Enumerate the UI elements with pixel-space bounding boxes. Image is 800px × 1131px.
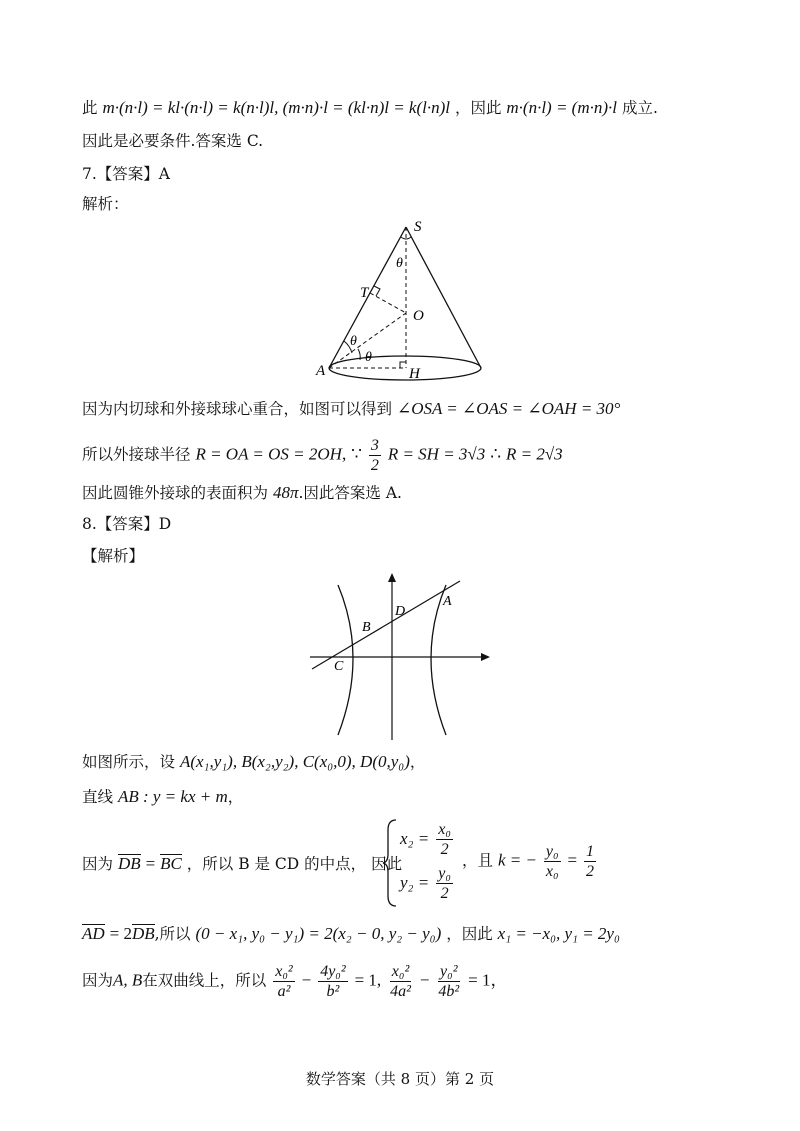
right-angle-H — [400, 362, 406, 368]
vector-formula-1: m·(n·l) = kl·(n·l) = k(n·l)l, (m·n)·l = (kl·n)l = k(l·n)l — [102, 98, 450, 117]
q7-line-3: 因此圆锥外接球的表面积为 48π.因此答案选 A. — [82, 483, 402, 502]
angle-equality: ∠OSA = ∠OAS = ∠OAH = 30° — [396, 399, 621, 418]
segment-TO — [370, 293, 406, 313]
hyperbola-figure — [300, 565, 500, 745]
label-theta-a1: θ — [350, 334, 357, 349]
label-A: A — [443, 594, 452, 609]
page-footer: 数学答案（共 8 页）第 2 页 — [305, 1070, 495, 1088]
q8-line-4: AD = 2DB,所以 (0 − x₁, y₀ − y₁) = 2(x₂ − 0, y₂ − y₀) ，因此 x₁ = −x₀, y₁ = 2y₀ — [82, 924, 620, 943]
q7-line-1: 因为内切球和外接球球心重合，如图可以得到 ∠OSA = ∠OAS = ∠OAH = 30° — [82, 399, 621, 418]
x-axis-arrow — [481, 653, 490, 661]
label-theta-a2: θ — [365, 350, 372, 365]
q8-analysis-label: 【解析】 — [82, 547, 145, 565]
point-coordinates: A(x₁,y₁), B(x₂,y₂), C(x₀,0), D(0,y₀) — [179, 752, 410, 771]
line-AB — [312, 581, 460, 669]
cone-figure — [310, 215, 510, 385]
q7-analysis-label: 解析： — [82, 195, 129, 213]
q8-line-2: 直线 AB : y = kx + m， — [82, 787, 244, 806]
q8-line-3: 因为 DB = BC ，所以 B 是 CD 的中点， 因此 x₂ = $\frac{\text{x₀}}{2}$ y₂ = $\frac{\text{y₀}}{2}$ ，且 k = − $\frac{\text{y₀}}{\text{x₀}}$ = $\frac{1}{2}$ — [82, 818, 702, 908]
label-D: D — [395, 604, 406, 619]
cone-right-edge — [406, 227, 481, 368]
label-C: C — [334, 659, 344, 674]
system-brace — [382, 818, 398, 908]
label-H: H — [409, 366, 420, 382]
vector-identity-line: 此 m·(n·l) = kl·(n·l) = k(n·l)l, (m·n)·l = (kl·n)l = k(l·n)l ，因此 m·(n·l) = (m·n)·l 成立. — [82, 98, 658, 117]
label-A: A — [316, 363, 326, 379]
fraction-3-2: $\frac{3}{2}$ — [370, 437, 379, 474]
label-T: T — [360, 285, 369, 301]
label-B: B — [362, 620, 371, 635]
conclusion-line: 因此是必要条件.答案选 C. — [82, 132, 264, 150]
label-S: S — [414, 219, 422, 235]
label-O: O — [413, 308, 424, 324]
label-theta-top: θ — [396, 256, 403, 271]
y-axis-arrow — [388, 573, 396, 582]
q8-line-5: 因为A, B在双曲线上，所以 $\frac{\text{x₀²}}{\text{a²}}$ − $\frac{\text{4y₀²}}{\text{b²}}$ = 1, $\frac{\text{x₀²}}{\text{4a²}}$ − $\frac{\text{y₀²}}{\text{4b²}}$ = 1， — [82, 963, 508, 1000]
q8-heading: 8.【答案】D — [82, 515, 172, 533]
line-equation: AB : y = kx + m — [117, 787, 228, 806]
q7-line-2: 所以外接球半径 R = OA = OS = 2OH, ∵ $\frac{3}{2}$ R = SH = 3√3 ∴ R = 2√3 — [82, 437, 563, 474]
vector-formula-2: m·(n·l) = (m·n)·l — [506, 98, 618, 117]
right-angle-T — [374, 286, 380, 296]
q7-heading: 7.【答案】A — [82, 165, 170, 183]
q8-line-1: 如图所示，设 A(x₁,y₁), B(x₂,y₂), C(x₀,0), D(0,y₀)， — [82, 752, 426, 771]
